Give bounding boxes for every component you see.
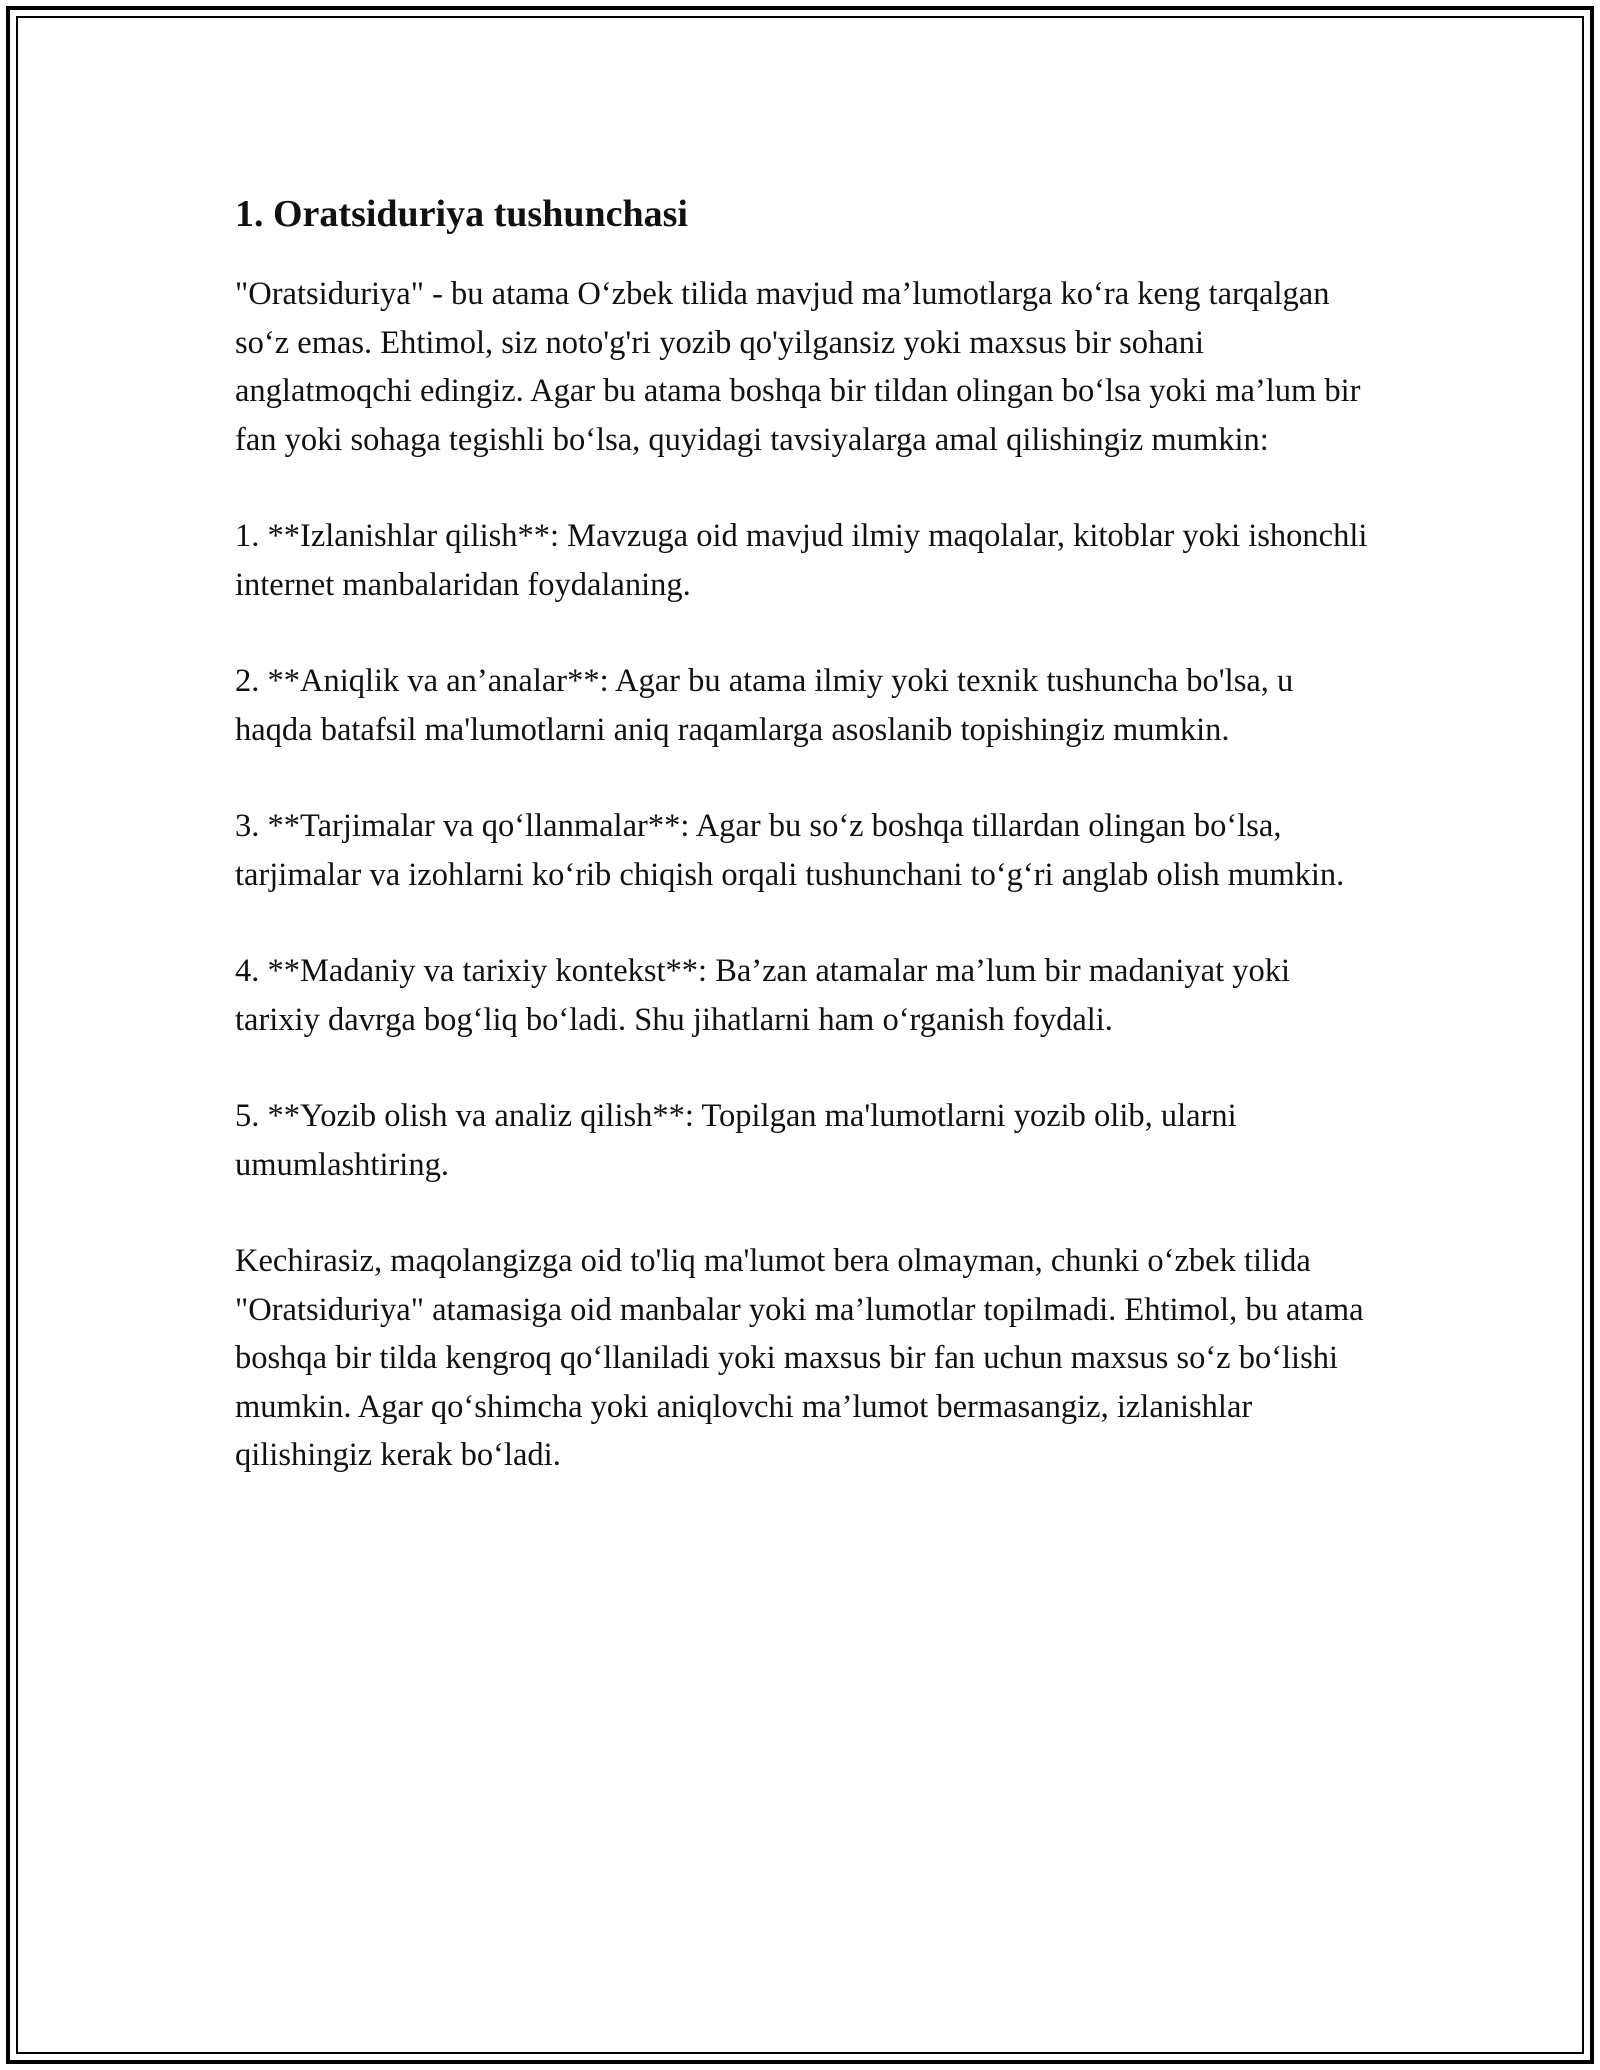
closing-paragraph: Kechirasiz, maqolangizga oid to'liq ma'lumot bera olmayman, chunki o‘zbek tilida "Oratsiduriya" atamasiga oid manbalar yoki ma’lumotlar topilmadi. Ehtimol, bu atama boshqa bir tilda kengroq qo‘llaniladi yoki maxsus bir fan uchun maxsus so‘z bo‘lishi mumkin. Agar qo‘shimcha yoki aniqlovchi ma’lumot bermasangiz, izlanishlar qilishingiz kerak bo‘ladi. (235, 1243, 1364, 1473)
intro-paragraph: "Oratsiduriya" - bu atama O‘zbek tilida mavjud ma’lumotlarga ko‘ra keng tarqalgan so‘z emas. Ehtimol, siz noto'g'ri yozib qo'yilgansiz yoki maxsus bir sohani anglatmoqchi edingiz. Agar bu atama boshqa bir tildan olingan bo‘lsa yoki ma’lum bir fan yoki sohaga tegishli bo‘lsa, quyidagi tavsiyalarga amal qilishingiz mumkin: (235, 276, 1361, 458)
section-heading: 1. Oratsiduriya tushunchasi (235, 193, 688, 235)
list-item-accuracy: 2. **Aniqlik va an’analar**: Agar bu atama ilmiy yoki texnik tushuncha bo'lsa, u haqda batafsil ma'lumotlarni aniq raqamlarga asoslanib topishingiz mumkin. (235, 663, 1294, 748)
list-item-recording-analysis: 5. **Yozib olish va analiz qilish**: Topilgan ma'lumotlarni yozib olib, ularni umumlashtiring. (235, 1098, 1237, 1183)
document-body (235, 186, 1375, 1528)
list-item-translations: 3. **Tarjimalar va qo‘llanmalar**: Agar bu so‘z boshqa tillardan olingan bo‘lsa, tarjimalar va izohlarni ko‘rib chiqish orqali tushunchani to‘g‘ri anglab olish mumkin. (235, 808, 1345, 893)
list-item-research: 1. **Izlanishlar qilish**: Mavzuga oid mavjud ilmiy maqolalar, kitoblar yoki ishonchli internet manbalaridan foydalaning. (235, 518, 1368, 603)
list-item-cultural-context: 4. **Madaniy va tarixiy kontekst**: Ba’zan atamalar ma’lum bir madaniyat yoki tarixiy davrga bog‘liq bo‘ladi. Shu jihatlarni ham o‘rganish foydali. (235, 953, 1291, 1038)
